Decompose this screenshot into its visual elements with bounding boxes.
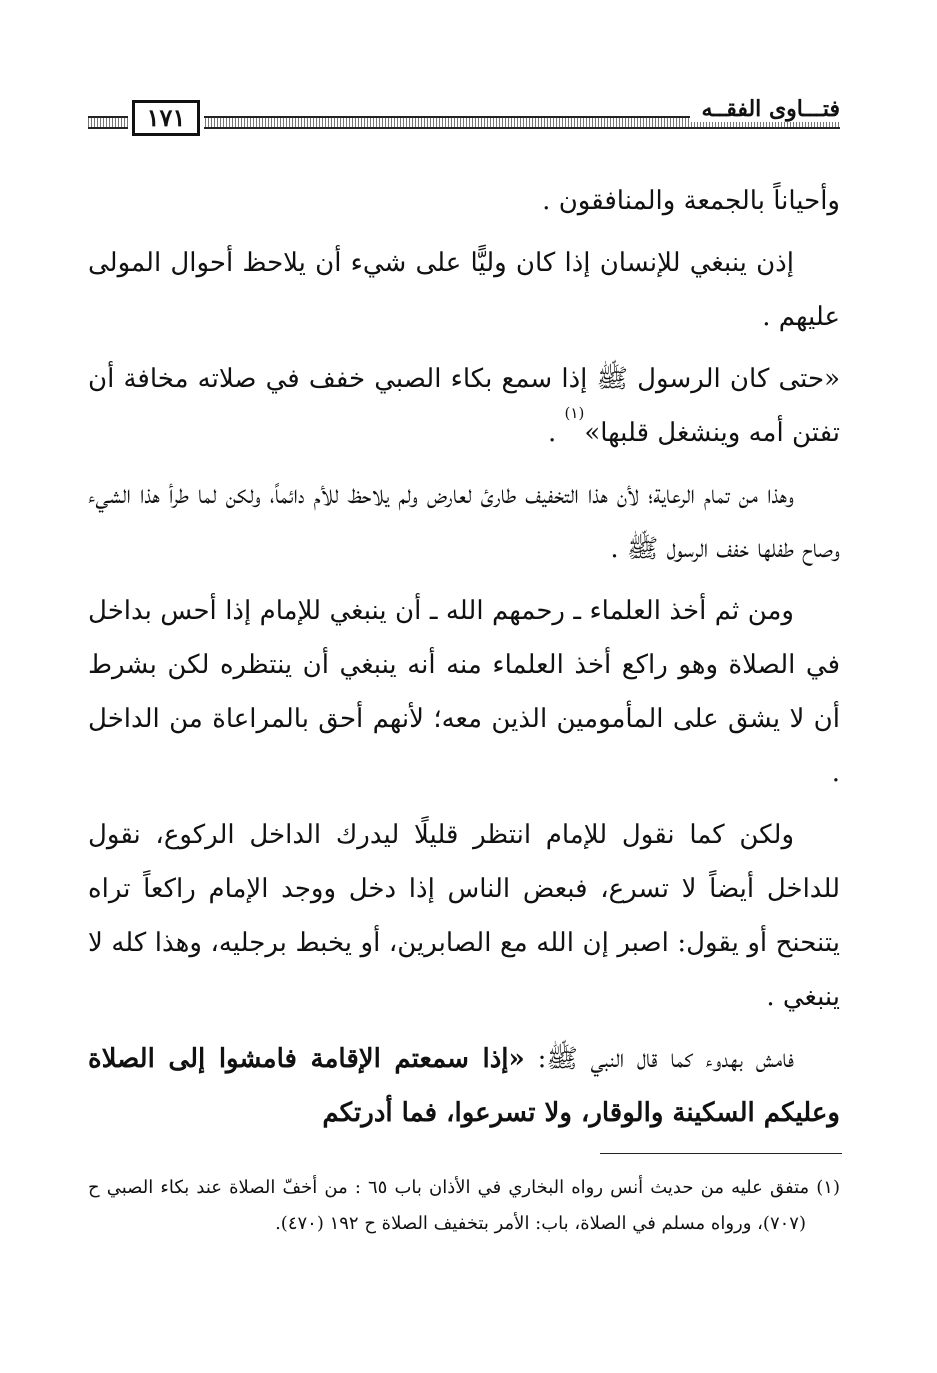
paragraph-3-end: . (548, 418, 565, 448)
main-text (88, 174, 840, 1148)
footnote-separator (600, 1153, 842, 1154)
footnote-1: (١) متفق عليه من حديث أنس رواه البخاري في الأذان باب ٦٥ : من أخفّ الصلاة عند بكاء الصبي ح (٧٠٧)، ورواه مسلم في الصلاة، باب: الأمر بتخفيف الصلاة ح ١٩٢ (٤٧٠). (88, 1177, 840, 1234)
footnotes (88, 1170, 840, 1242)
page-header (88, 96, 840, 136)
paragraph-6: ولكن كما نقول للإمام انتظر قليلًا ليدرك الداخل الركوع، نقول للداخل أيضاً لا تسرع، فبعض الناس إذا دخل ووجد الإمام راكعاً تراه يتنحنح أو يقول: اصبر إن الله مع الصابرين، أو يخبط برجليه، وهذا كله لا ينبغي . (88, 820, 840, 1012)
paragraph-1: وأحياناً بالجمعة والمنافقون . (542, 186, 840, 216)
paragraph-7 (88, 1032, 840, 1140)
paragraph-2: إذن ينبغي للإنسان إذا كان وليًّا على شيء أن يلاحظ أحوال المولى عليهم . (88, 248, 840, 332)
hadith-quote-bold: «إذا سمعتم الإقامة فامشوا إلى الصلاة وعليكم السكينة والوقار، ولا تسرعوا، فما أدرتكم (88, 1044, 840, 1128)
hadith-quote: «حتى كان الرسول ﷺ إذا سمع بكاء الصبي خفف في صلاته مخافة أن تفتن أمه وينشغل قلبها» (88, 364, 840, 448)
page-number: ١٧١ (132, 100, 200, 136)
paragraph-7-intro: فامش بهدوء كما قال النبي ﷺ: (524, 1044, 794, 1074)
footnote-ref-1[interactable]: (١) (564, 404, 585, 422)
paragraph-4: وهذا من تمام الرعاية؛ لأن هذا التخفيف طارئ لعارض ولم يلاحظ للأم دائماً، ولكن لما طرأ هذا الشيء وصاح طفلها خفف الرسول ﷺ . (88, 480, 840, 564)
paragraph-3 (88, 352, 840, 460)
book-title: فتـــاوى الفقــه (690, 96, 840, 122)
paragraph-5: ومن ثم أخذ العلماء ـ رحمهم الله ـ أن ينبغي للإمام إذا أحس بداخل في الصلاة وهو راكع أخذ العلماء منه أنه ينبغي أن ينتظره لكن بشرط أن لا يشق على المأمومين الذين معه؛ لأنهم أحق بالمراعاة من الداخل . (88, 596, 840, 788)
